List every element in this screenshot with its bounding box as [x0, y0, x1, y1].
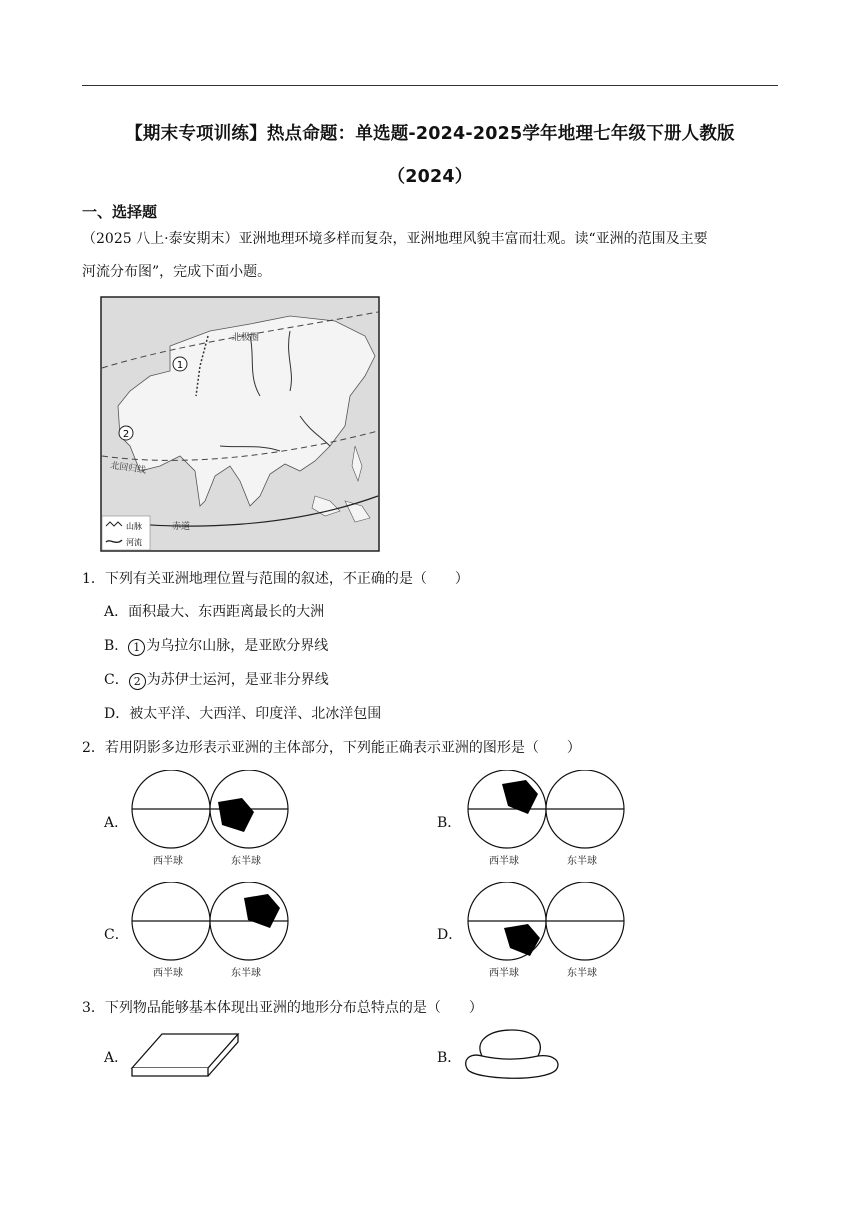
west-hemisphere-caption: 西半球: [153, 856, 183, 867]
question-1-text: 下列有关亚洲地理位置与范围的叙述，不正确的是（ ）: [104, 571, 469, 587]
q3-option-a-figure[interactable]: [128, 1030, 242, 1080]
option-letter: D．: [104, 706, 130, 722]
asia-polygon: [218, 798, 254, 832]
east-hemisphere-caption: 东半球: [567, 968, 597, 979]
q2-option-c-label[interactable]: C．: [104, 927, 129, 943]
legend-river: 河流: [126, 538, 142, 547]
question-3: [82, 997, 483, 1017]
option-letter: B．: [104, 638, 129, 654]
asia-map: [100, 296, 380, 552]
question-3-number: 3．: [82, 1000, 105, 1016]
q2-option-a-label[interactable]: A．: [104, 815, 129, 831]
section-heading: 一、选择题: [82, 203, 158, 221]
circled-number: 1: [128, 639, 145, 656]
option-letter: C．: [104, 672, 129, 688]
intro-line-2: 河流分布图”，完成下面小题。: [82, 264, 272, 280]
q3-option-b-figure[interactable]: [460, 1026, 562, 1084]
q3-option-a-label[interactable]: A．: [104, 1050, 129, 1066]
question-2-text: 若用阴影多边形表示亚洲的主体部分，下列能正确表示亚洲的图形是（ ）: [104, 740, 581, 756]
east-hemisphere-caption: 东半球: [567, 856, 597, 867]
option-text: 被太平洋、大西洋、印度洋、北冰洋包围: [129, 706, 382, 722]
q2-option-b-label[interactable]: B．: [437, 815, 462, 831]
map-marker-1: 1: [176, 360, 184, 371]
q1-option-d[interactable]: [104, 703, 381, 723]
q3-option-b-label[interactable]: B．: [437, 1050, 462, 1066]
tropic-label: 北回归线: [109, 461, 147, 476]
header-rule: [82, 85, 778, 86]
west-hemisphere-caption: 西半球: [153, 968, 183, 979]
legend-mountain: 山脉: [126, 522, 142, 531]
page-title-year: （2024）: [387, 167, 473, 187]
option-letter: A．: [104, 604, 129, 620]
arctic-circle-label: 北极圈: [232, 333, 260, 343]
asia-polygon: [244, 894, 280, 928]
q2-option-d-label[interactable]: D．: [437, 927, 463, 943]
option-text: 为苏伊士运河，是亚非分界线: [146, 672, 329, 688]
question-2: [82, 737, 581, 757]
circled-number: 2: [129, 673, 146, 690]
q1-option-a[interactable]: [104, 601, 324, 621]
question-3-text: 下列物品能够基本体现出亚洲的地形分布总特点的是（ ）: [104, 1000, 483, 1016]
west-hemisphere-caption: 西半球: [489, 856, 519, 867]
question-2-number: 2．: [82, 740, 105, 756]
option-text: 面积最大、东西距离最长的大洲: [128, 604, 325, 620]
q1-option-c[interactable]: [104, 669, 329, 690]
equator-label: 赤道: [172, 522, 191, 532]
asia-polygon: [504, 924, 540, 956]
option-text: 为乌拉尔山脉，是亚欧分界线: [146, 638, 329, 654]
q1-option-b[interactable]: [104, 635, 328, 656]
east-hemisphere-caption: 东半球: [231, 856, 261, 867]
east-hemisphere-caption: 东半球: [231, 968, 261, 979]
west-hemisphere-caption: 西半球: [489, 968, 519, 979]
question-1: [82, 568, 469, 588]
intro-line-1: （2025 八上·泰安期末）亚洲地理环境多样而复杂，亚洲地理风貌丰富而壮观。读“亚洲的范围及主要: [82, 231, 708, 247]
map-marker-2: 2: [122, 429, 130, 440]
question-1-number: 1．: [82, 571, 105, 587]
page-title: 【期末专项训练】热点命题：单选题-2024-2025学年地理七年级下册人教版: [125, 124, 735, 144]
